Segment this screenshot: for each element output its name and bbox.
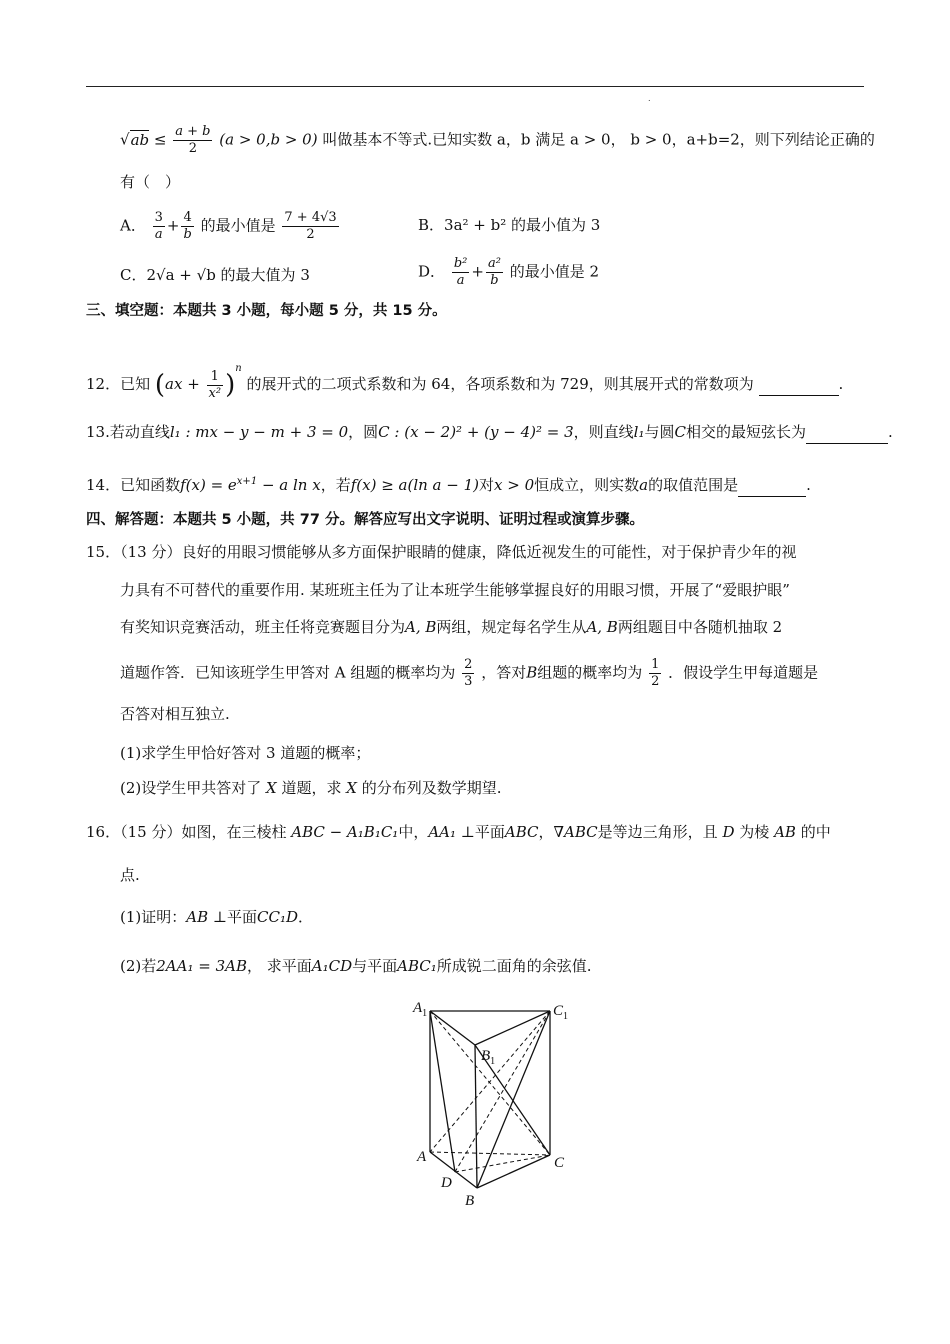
q15-sub2: (2)设学生甲共答对了 X 道题，求 X 的分布列及数学期望. [120, 779, 502, 797]
q15-line5: 否答对相互独立. [120, 705, 230, 723]
edge-ac-hidden [430, 1152, 550, 1155]
label-c: C [554, 1155, 565, 1171]
edge-ab [430, 1152, 477, 1188]
q12: 12．已知 (ax + $\frac{1}{\text{x²}}$ )$^n$ 的展开式的二项式系数和为 64，各项系数和为 729，则其展开式的常数项为 . [86, 363, 844, 401]
q13: 13.若动直线l₁ : mx − y − m + 3 = 0，圆C : (x − 2)² + (y − 4)² = 3，则直线l₁与圆C相交的最短弦长为 . [86, 421, 893, 444]
label-b: B [465, 1193, 475, 1209]
q16-line2: 点. [120, 866, 140, 884]
q11-intro-text: 叫做基本不等式.已知实数 a，b 满足 a > 0， b > 0，a+b=2，则下列结论正确的 [322, 130, 875, 149]
label-a1: $A_1$ [413, 1000, 428, 1019]
q14-answer-blank[interactable] [738, 474, 806, 497]
q11-option-c[interactable]: C．2√a + √b 的最大值为 3 [120, 266, 310, 284]
header-dot: . [648, 94, 651, 103]
section-3-title: 三、填空题：本题共 3 小题，每小题 5 分，共 15 分。 [86, 303, 447, 319]
inequality-cond: (a > 0,b > 0) [219, 130, 318, 149]
opt-a-frac1: $\frac{3}{a}$ [154, 210, 163, 242]
q15-line3: 有奖知识竞赛活动，班主任将竞赛题目分为A, B两组，规定每名学生从A, B两组题目中各随机抽取 2 [120, 618, 783, 636]
q15-line1: 15．（13 分）良好的用眼习惯能够从多方面保护眼睛的健康，降低近视发生的可能性，对于保护青少年的视 [86, 543, 797, 561]
edge-a1b1 [430, 1011, 475, 1045]
q11-option-a[interactable]: A． $\frac{3}{a}$ + $\frac{4}{b}$ 的最小值是 $\frac{7 + 4√3}{2}$ [120, 210, 337, 242]
opt-d-frac1: $\frac{\text{b²}}{a}$ [453, 256, 468, 288]
opt-d-frac2: $\frac{\text{a²}}{b}$ [487, 256, 501, 288]
segment-dc1-hidden [455, 1011, 550, 1172]
q11-intro-line [120, 124, 875, 157]
prism-figure [405, 995, 590, 1210]
section-4-title: 四、解答题：本题共 5 小题，共 77 分。解答应写出文字说明、证明过程或演算步骤。 [86, 512, 644, 528]
q15-line2: 力具有不可替代的重要作用. 某班班主任为了让本班学生能够掌握良好的用眼习惯，开展了“爱眼护眼” [120, 581, 790, 599]
q13-answer-blank[interactable] [806, 421, 888, 444]
q15-prob-a: $\frac{2}{3}$ [464, 657, 473, 689]
q11-intro-line2: 有（ ） [120, 173, 181, 191]
opt-a-rhs: $\frac{7 + 4√3}{2}$ [284, 210, 337, 242]
label-a: A [417, 1149, 427, 1165]
q12-answer-blank[interactable] [759, 373, 839, 396]
segment-c1a-hidden [430, 1011, 550, 1152]
q15-line4: 道题作答．已知该班学生甲答对 A 组题的概率均为 $\frac{2}{3}$ ，答对B组题的概率均为 $\frac{1}{2}$ ．假设学生甲每道题是 [120, 657, 819, 689]
inequality-frac: $\frac{a + b}{2}$ [175, 124, 211, 156]
segment-dc-hidden [455, 1155, 550, 1172]
q11-option-d[interactable]: D． $\frac{\text{b²}}{a}$ + $\frac{\text{a²}}{b}$ 的最小值是 2 [418, 256, 599, 288]
q16-sub2: (2)若2AA₁ = 3AB， 求平面A₁CD与平面ABC₁所成锐二面角的余弦值. [120, 957, 592, 975]
label-d: D [441, 1175, 452, 1191]
q15-prob-b: $\frac{1}{2}$ [651, 657, 660, 689]
label-b1: $B_1$ [481, 1048, 496, 1067]
q15-sub1: (1)求学生甲恰好答对 3 道题的概率； [120, 744, 371, 762]
q16-line1: 16．（15 分）如图，在三棱柱 ABC − A₁B₁C₁中，AA₁ ⊥平面ABC，∇ABC是等边三角形，且 D 为棱 AB 的中 [86, 823, 831, 841]
q12-frac: $\frac{1}{\text{x²}}$ [208, 368, 222, 401]
q11-option-b[interactable]: B．3a² + b² 的最小值为 3 [418, 216, 601, 234]
q14: 14．已知函数$f(x) = e^{x+1} - a$ ln x，若f(x) ≥ a(ln a − 1)对x > 0恒成立，则实数a的取值范围是 . [86, 471, 811, 497]
segment-a1d [430, 1011, 455, 1172]
opt-a-frac2: $\frac{4}{b}$ [183, 210, 192, 242]
label-c1: $C_1$ [553, 1003, 569, 1022]
inequality-lhs: √ab ≤ [120, 130, 167, 149]
q16-sub1: (1)证明：AB ⊥平面CC₁D． [120, 908, 314, 926]
header-rule [86, 86, 864, 87]
